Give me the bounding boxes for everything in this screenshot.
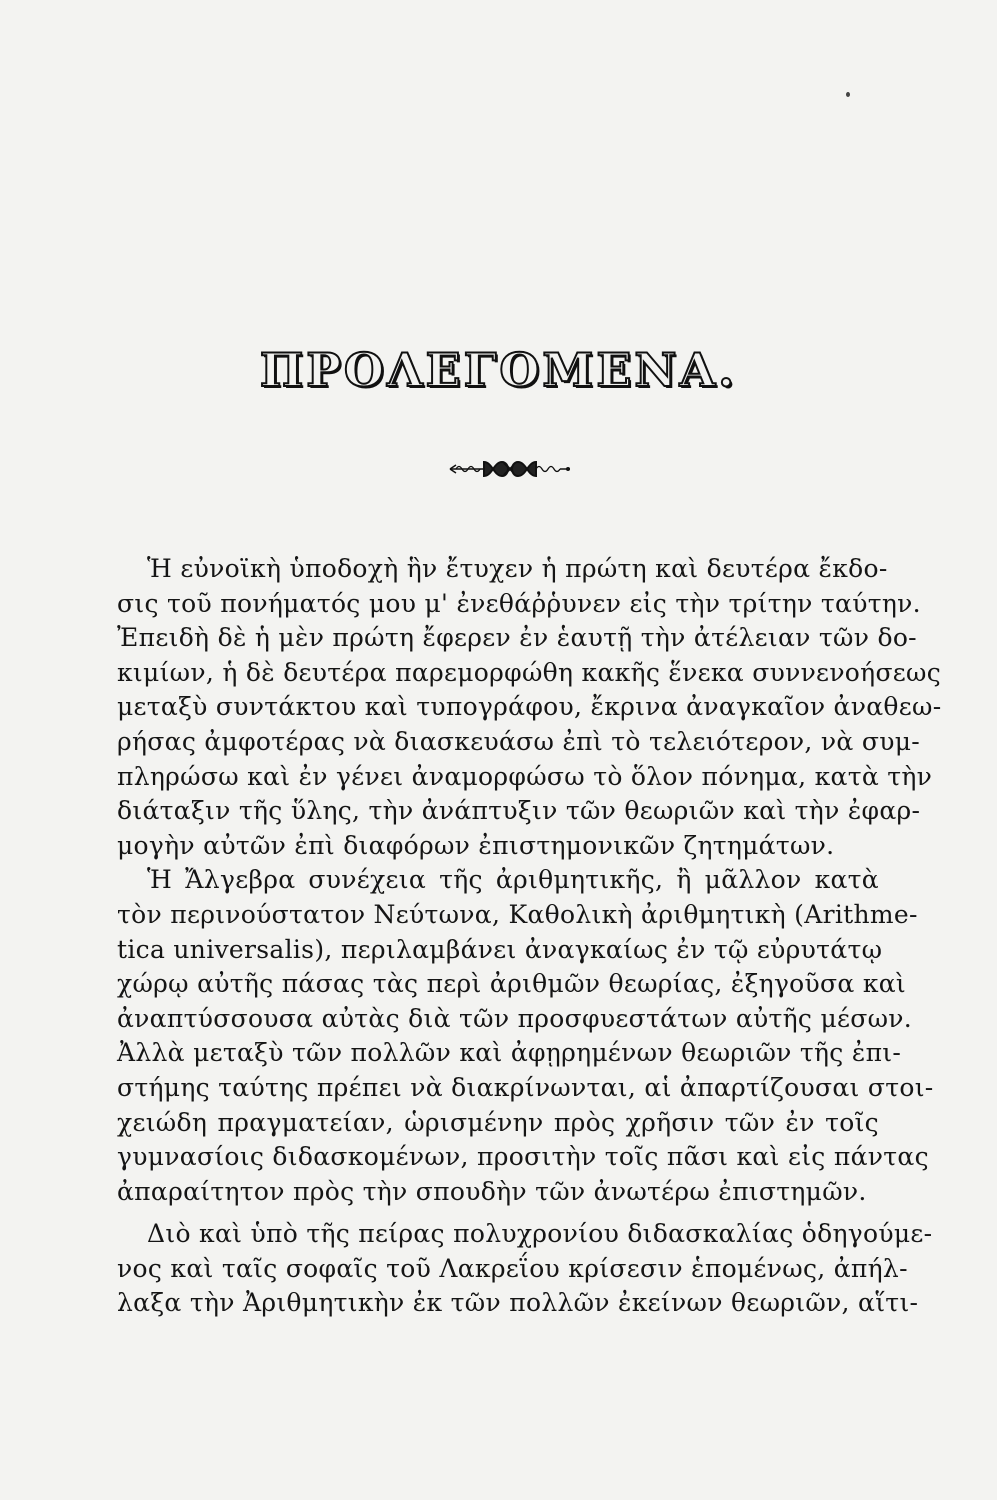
text-line: τὸν περινούστατον Νεύτωνα, Καθολικὴ ἀριθμητικὴ (Arithme- — [117, 899, 918, 929]
ink-speck — [846, 92, 850, 97]
paragraph-2 — [117, 863, 934, 1209]
text-line: ἀπαραίτητον πρὸς τὴν σπουδὴν τῶν ἀνωτέρω ἐπιστημῶν. — [117, 1176, 867, 1206]
text-line: μογὴν αὐτῶν ἐπὶ διαφόρων ἐπιστημονικῶν ζητημάτων. — [117, 830, 835, 860]
text-line: λαξα τὴν Ἀριθμητικὴν ἐκ τῶν πολλῶν ἐκείνων θεωριῶν, αἵτι- — [117, 1288, 919, 1318]
paragraph-3 — [117, 1217, 933, 1321]
text-line: Ἡ Ἄλγεβρα συνέχεια τῆς ἀριθμητικῆς, ἢ μᾶλλον κατὰ — [147, 865, 879, 895]
paragraph-gap — [117, 1209, 879, 1217]
text-line: διάταξιν τῆς ὕλης, τὴν ἀνάπτυξιν τῶν θεωριῶν καὶ τὴν ἐφαρ- — [117, 796, 921, 826]
text-line: γυμνασίοις διδασκομένων, προσιτὴν τοῖς πᾶσι καὶ εἰς πάντας — [117, 1142, 929, 1172]
text-line: Ἡ εὐνοϊκὴ ὑποδοχὴ ἣν ἔτυχεν ἡ πρώτη καὶ δευτέρα ἔκδο- — [147, 554, 888, 583]
text-line: νος καὶ ταῖς σοφαῖς τοῦ Λακρεΐου κρίσεσιν ἑπομένως, ἀπήλ- — [117, 1253, 908, 1283]
text-line: στήμης ταύτης πρέπει νὰ διακρίνωνται, αἱ ἀπαρτίζουσαι στοι- — [117, 1072, 934, 1102]
text-line: σις τοῦ πονήματός μου μ' ἐνεθάῤῥυνεν εἰς τὴν τρίτην ταύτην. — [117, 588, 921, 618]
text-line: ἀναπτύσσουσα αὐτὰς διὰ τῶν προσφυεστάτων αὐτῆς μέσων. — [117, 1003, 913, 1033]
body-text — [117, 552, 942, 1321]
text-line: tica universalis), περιλαμβάνει ἀναγκαίως ἐν τῷ εὐρυτάτῳ — [117, 934, 883, 964]
paragraph-1 — [117, 552, 942, 863]
text-line: χώρῳ αὐτῆς πάσας τὰς περὶ ἀριθμῶν θεωρίας, ἐξηγοῦσα καὶ — [117, 969, 907, 999]
text-line: κιμίων, ἡ δὲ δευτέρα παρεμορφώθη κακῆς ἕνεκα συννενοήσεως — [117, 657, 942, 687]
text-line: πληρώσω καὶ ἐν γένει ἀναμορφώσω τὸ ὅλον πόνημα, κατὰ τὴν — [117, 761, 933, 791]
ornamental-divider-icon — [448, 458, 572, 480]
text-line: ρήσας ἀμφοτέρας νὰ διασκευάσω ἐπὶ τὸ τελειότερον, νὰ συμ- — [117, 726, 921, 756]
page-title: ΠΡΟΛΕΓΟΜΕΝΑ. — [259, 343, 738, 397]
text-line: Διὸ καὶ ὑπὸ τῆς πείρας πολυχρονίου διδασκαλίας ὁδηγούμε- — [147, 1219, 933, 1249]
text-line: Ἀλλὰ μεταξὺ τῶν πολλῶν καὶ ἀφῃρημένων θεωριῶν τῆς ἐπι- — [117, 1038, 902, 1068]
text-line: χειώδη πραγματείαν, ὡρισμένην πρὸς χρῆσιν τῶν ἐν τοῖς — [117, 1107, 879, 1137]
text-line: μεταξὺ συντάκτου καὶ τυπογράφου, ἔκρινα ἀναγκαῖον ἀναθεω- — [117, 692, 942, 722]
text-line: Ἐπειδὴ δὲ ἡ μὲν πρώτη ἔφερεν ἐν ἑαυτῇ τὴν ἀτέλειαν τῶν δο- — [117, 623, 917, 653]
